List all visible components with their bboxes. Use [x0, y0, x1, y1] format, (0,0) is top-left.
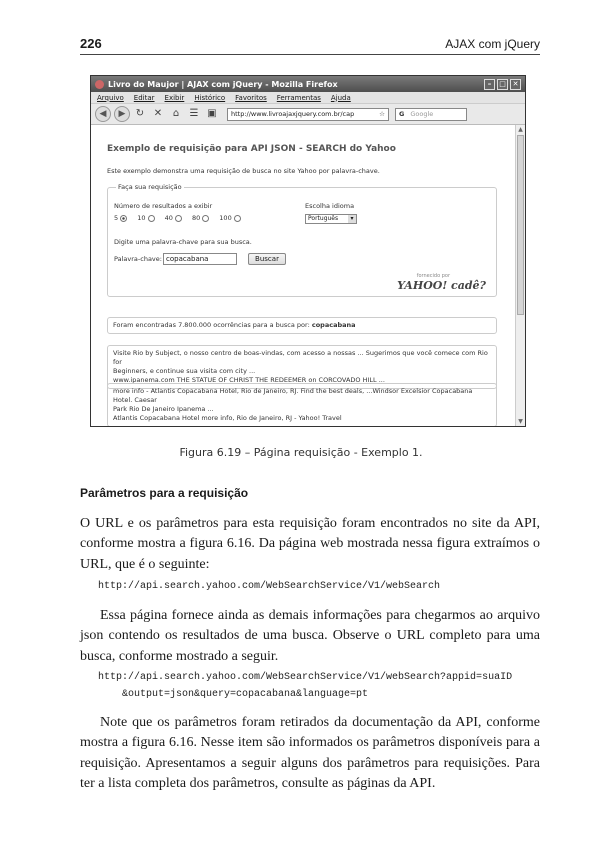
scroll-up-icon[interactable]: ▲: [518, 126, 523, 133]
page-icon[interactable]: ▣: [207, 108, 217, 119]
radio-80[interactable]: [202, 215, 209, 222]
results-count-label: Número de resultados a exibir: [114, 202, 213, 210]
radio-10[interactable]: [148, 215, 155, 222]
results-radio-group: [114, 214, 249, 222]
figure-caption: Figura 6.19 – Página requisição - Exemplo 1.: [179, 446, 423, 459]
menu-editar[interactable]: Editar: [133, 93, 155, 102]
paragraph-2: Essa página fornece ainda as demais informações para chegarmos ao arquivo json contendo os resultados de uma busca. Observe o URL completo para uma busca, conforme mostrado a seguir.: [80, 608, 540, 664]
form-legend: Faça sua requisição: [118, 183, 182, 191]
keyword-input[interactable]: copacabana: [163, 253, 237, 265]
radio-100[interactable]: [234, 215, 241, 222]
results-count-box: [107, 317, 497, 334]
result-1-line-2: Beginners, e continue sua visita com city ...: [113, 367, 256, 375]
example-intro: Este exemplo demonstra uma requisição de busca no site Yahoo por palavra-chave.: [107, 167, 380, 175]
result-2-line-2: Park Rio De Janeiro Ipanema ...: [113, 405, 214, 413]
window-title: Livro do Maujor | AJAX com jQuery - Mozilla Firefox: [108, 79, 338, 89]
example-heading: Exemplo de requisição para API JSON - SEARCH do Yahoo: [107, 144, 396, 154]
yahoo-logo: YAHOO! cadê?: [397, 279, 486, 292]
keyword-label: Palavra-chave:: [114, 255, 162, 263]
radio-5[interactable]: [120, 215, 127, 222]
url-text: http://www.livroajaxjquery.com.br/cap: [231, 109, 355, 118]
result-1-line-3[interactable]: www.ipanema.com THE STATUE OF CHRIST THE REDEEMER on CORCOVADO HILL ...: [113, 376, 385, 384]
section-heading: Parâmetros para a requisição: [80, 486, 249, 500]
scroll-thumb[interactable]: [517, 135, 524, 315]
browser-screenshot-figure: [90, 75, 526, 427]
url-bar[interactable]: [227, 108, 389, 121]
radio-label-40: 40: [164, 214, 173, 222]
menu-historico[interactable]: Histórico: [194, 93, 226, 102]
menu-favoritos[interactable]: Favoritos: [235, 93, 267, 102]
stop-icon[interactable]: ✕: [153, 108, 163, 119]
google-icon: G: [399, 109, 405, 118]
menu-arquivo[interactable]: Arquivo: [97, 93, 124, 102]
radio-label-100: 100: [219, 214, 232, 222]
radio-label-5: 5: [114, 214, 119, 222]
code-url-2-line-1: http://api.search.yahoo.com/WebSearchService/V1/webSearch?appid=suaID: [98, 672, 513, 683]
radio-label-80: 80: [191, 214, 201, 222]
minimize-button[interactable]: –: [484, 79, 495, 90]
vertical-scrollbar[interactable]: [515, 125, 525, 426]
star-icon[interactable]: ☆: [379, 109, 385, 118]
results-query: copacabana: [311, 321, 356, 329]
page-number: 226: [80, 36, 102, 51]
code-url-2-line-2: &output=json&query=copacabana&language=pt: [98, 689, 369, 700]
back-icon[interactable]: ◀: [95, 106, 111, 122]
menu-exibir[interactable]: Exibir: [164, 93, 185, 102]
result-1-line-1[interactable]: Visite Rio by Subject, o nosso centro de boas-vindas, com acesso a nossas ... Sugerimos que você comece com Rio for: [113, 349, 488, 366]
reload-icon[interactable]: ↻: [135, 108, 145, 119]
search-placeholder: Google: [410, 109, 434, 118]
menu-bar: [91, 92, 525, 104]
code-url-1: http://api.search.yahoo.com/WebSearchService/V1/webSearch: [98, 581, 441, 592]
search-bar[interactable]: [395, 108, 467, 121]
home-icon[interactable]: ⌂: [172, 108, 180, 119]
paragraph-1: O URL e os parâmetros para esta requisição foram encontrados no site da API, conforme mostra a figura 6.16. Da página web mostrada nessa figura extraímos o URL, que é o seguinte:: [80, 516, 540, 572]
keyword-prompt: Digite uma palavra-chave para sua busca.: [114, 238, 252, 246]
search-button[interactable]: Buscar: [248, 253, 286, 265]
close-button[interactable]: ✕: [510, 79, 521, 90]
header-rule: [80, 54, 540, 55]
yahoo-caption: fornecido por: [416, 273, 450, 279]
paragraph-3: Note que os parâmetros foram retirados da documentação da API, conforme mostra a figura 6.16. Nesse item são informados os parâmetros disponíveis para a requisição. Apresentamos a seguir alguns dos parâmetros para requisições. Para ter a lista completa dos parâmetros, consulte as páginas da API.: [80, 715, 540, 791]
scroll-down-icon[interactable]: ▼: [518, 418, 523, 425]
language-select[interactable]: Português ▾: [305, 214, 357, 224]
results-count-text: Foram encontradas 7.800.000 ocorrências para a busca por:: [113, 321, 310, 329]
window-titlebar: [91, 76, 525, 92]
result-2-line-3[interactable]: Atlantis Copacabana Hotel more info, Rio de Janeiro, RJ - Yahoo! Travel: [113, 414, 342, 422]
forward-icon[interactable]: ▶: [114, 106, 130, 122]
request-form: [107, 183, 497, 297]
firefox-icon: [95, 80, 104, 89]
menu-ajuda[interactable]: Ajuda: [330, 93, 351, 102]
result-2-line-1[interactable]: more info - Atlantis Copacabana Hotel, Rio de Janeiro, RJ. Find the best deals, ...Windsor Excelsior Copacabana Hotel. Caesar: [113, 387, 473, 404]
radio-40[interactable]: [175, 215, 182, 222]
result-item-2: [107, 383, 497, 427]
running-head: AJAX com jQuery: [445, 37, 540, 51]
browser-viewport: [91, 125, 525, 426]
menu-ferramentas[interactable]: Ferramentas: [276, 93, 321, 102]
language-label: Escolha idioma: [305, 202, 355, 210]
radio-label-10: 10: [137, 214, 146, 222]
maximize-button[interactable]: □: [497, 79, 508, 90]
navigation-toolbar: [91, 104, 525, 125]
bookmark-icon[interactable]: ☰: [189, 108, 199, 119]
